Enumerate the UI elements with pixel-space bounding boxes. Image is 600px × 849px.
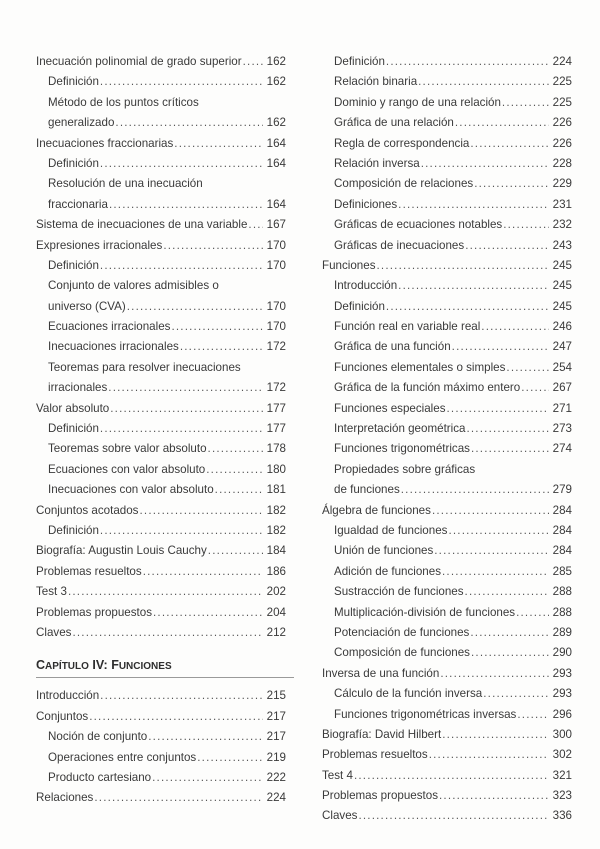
toc-entry-title: Expresiones irracionales	[36, 238, 163, 252]
toc-entry-title: Inecuaciones irracionales	[48, 340, 179, 354]
toc-entry-title: Potenciación de funciones	[334, 625, 470, 639]
toc-entry[interactable]	[322, 256, 572, 276]
dot-leader	[208, 439, 263, 459]
toc-entry[interactable]	[322, 786, 572, 806]
toc-entry-page: 186	[266, 564, 286, 578]
toc-entry-title: Test 3	[36, 585, 67, 599]
toc-entry-page: 170	[266, 258, 286, 272]
toc-entry[interactable]	[36, 541, 286, 561]
dot-leader	[100, 686, 263, 706]
toc-entry-page: 274	[552, 442, 572, 456]
dot-leader	[455, 113, 549, 133]
toc-entry-title: Definiciones	[334, 197, 398, 211]
toc-entry-title: Funciones trigonométricas inversas	[334, 707, 517, 721]
toc-entry-page: 226	[552, 116, 572, 130]
dot-leader	[243, 52, 263, 72]
toc-entry-title: Funciones elementales o simples	[334, 360, 506, 374]
toc-entry-title: Noción de conjunto	[48, 730, 148, 744]
toc-entry[interactable]	[322, 154, 572, 174]
toc-entry-page: 177	[266, 422, 286, 436]
toc-entry[interactable]	[36, 460, 286, 480]
toc-entry[interactable]	[322, 562, 572, 582]
dot-leader	[483, 684, 549, 704]
toc-entry-page: 229	[552, 177, 572, 191]
toc-entry-page: 288	[552, 605, 572, 619]
dot-leader	[466, 419, 549, 439]
toc-right-column	[322, 52, 572, 827]
toc-entry-title: Gráfica de una función	[334, 340, 451, 354]
toc-list-before-chapter	[36, 52, 286, 643]
toc-entry-title-line: Teoremas para resolver inecuaciones	[48, 360, 241, 374]
toc-entry-page: 254	[552, 360, 572, 374]
chapter-name-initial: F	[111, 658, 119, 673]
toc-entry-page: 180	[266, 462, 286, 476]
chapter-name-rest: UNCIONES	[118, 661, 172, 673]
toc-entry-page: 336	[552, 809, 572, 823]
toc-entry-page: 217	[266, 730, 286, 744]
toc-entry[interactable]	[322, 603, 572, 623]
dot-leader	[248, 215, 263, 235]
toc-entry-page: 182	[266, 523, 286, 537]
toc-entry[interactable]	[322, 705, 572, 725]
toc-entry-title: Inecuaciones con valor absoluto	[48, 483, 214, 497]
dot-leader	[100, 154, 263, 174]
toc-entry-title: Composición de funciones	[334, 646, 470, 660]
toc-entry-title: Funciones trigonométricas	[334, 442, 470, 456]
toc-entry[interactable]	[36, 317, 286, 337]
toc-entry-title-line: Conjunto de valores admisibles o	[48, 279, 219, 293]
toc-entry[interactable]	[36, 501, 286, 521]
dot-leader	[152, 768, 263, 788]
dot-leader	[439, 786, 549, 806]
dot-leader	[94, 788, 263, 808]
toc-entry-page: 228	[552, 156, 572, 170]
dot-leader	[421, 154, 549, 174]
toc-entry-page: 226	[552, 136, 572, 150]
toc-entry-page: 284	[552, 503, 572, 517]
dot-leader	[143, 562, 263, 582]
dot-leader	[197, 748, 263, 768]
toc-entry-title: Relación binaria	[334, 75, 418, 89]
toc-entry[interactable]	[36, 768, 286, 788]
toc-entry[interactable]	[322, 623, 572, 643]
toc-entry-title: Sustracción de funciones	[334, 585, 464, 599]
toc-entry-page: 164	[266, 136, 286, 150]
toc-entry[interactable]	[36, 788, 286, 808]
toc-entry-title: Igualdad de funciones	[334, 523, 448, 537]
dot-leader	[465, 582, 549, 602]
toc-entry[interactable]	[36, 623, 286, 643]
toc-entry-title: Álgebra de funciones	[322, 503, 431, 517]
toc-entry-title: Adición de funciones	[334, 564, 441, 578]
dot-leader	[206, 460, 263, 480]
dot-leader	[108, 378, 263, 398]
toc-entry-page: 302	[552, 748, 572, 762]
dot-leader	[386, 52, 549, 72]
toc-entry[interactable]	[322, 684, 572, 704]
toc-entry[interactable]	[36, 480, 286, 500]
toc-entry[interactable]	[322, 643, 572, 663]
toc-entry[interactable]	[36, 399, 286, 419]
toc-entry-page: 323	[552, 789, 572, 803]
toc-entry-title: Funciones	[322, 258, 376, 272]
dot-leader	[72, 623, 263, 643]
toc-entry-title: Función real en variable real	[334, 320, 481, 334]
toc-entry[interactable]	[36, 378, 286, 398]
dot-leader	[110, 399, 263, 419]
toc-entry-title: Regla de correspondencia	[334, 136, 470, 150]
toc-entry-title: Introducción	[36, 689, 100, 703]
toc-entry[interactable]	[322, 439, 572, 459]
toc-entry-title: Inecuaciones fraccionarias	[36, 136, 174, 150]
toc-entry[interactable]	[322, 766, 572, 786]
toc-entry-page: 284	[552, 544, 572, 558]
toc-entry-title: Problemas resueltos	[36, 564, 142, 578]
dot-leader	[506, 358, 549, 378]
toc-entry-page: 290	[552, 646, 572, 660]
dot-leader	[398, 276, 549, 296]
toc-entry-page: 167	[266, 218, 286, 232]
toc-entry[interactable]	[322, 419, 572, 439]
dot-leader	[471, 643, 549, 663]
dot-leader	[465, 236, 549, 256]
toc-entry-page: 243	[552, 238, 572, 252]
toc-entry-title: generalizado	[48, 116, 115, 130]
toc-entry-page: 204	[266, 605, 286, 619]
toc-entry-page: 284	[552, 523, 572, 537]
toc-entry-page: 182	[266, 503, 286, 517]
toc-entry-page: 296	[552, 707, 572, 721]
toc-entry-page: 293	[552, 687, 572, 701]
toc-entry-title: Biografía: Augustin Louis Cauchy	[36, 544, 207, 558]
toc-entry[interactable]	[36, 113, 286, 133]
toc-entry-page: 219	[266, 750, 286, 764]
toc-entry[interactable]	[36, 748, 286, 768]
toc-entry[interactable]	[36, 195, 286, 215]
dot-leader	[447, 399, 550, 419]
toc-entry[interactable]	[322, 52, 572, 72]
toc-entry[interactable]	[322, 806, 572, 826]
toc-entry[interactable]	[322, 113, 572, 133]
dot-leader	[442, 562, 549, 582]
toc-entry-title: Funciones especiales	[334, 401, 446, 415]
toc-entry[interactable]	[322, 195, 572, 215]
toc-entry-page: 245	[552, 258, 572, 272]
toc-entry-title: Definición	[48, 422, 99, 436]
toc-entry-page: 202	[266, 585, 286, 599]
dot-leader	[100, 419, 263, 439]
toc-entry-page: 162	[266, 55, 286, 68]
toc-entry-title: Ecuaciones irracionales	[48, 320, 171, 334]
toc-entry-page: 285	[552, 564, 572, 578]
toc-entry-page: 170	[266, 299, 286, 313]
dot-leader	[100, 521, 263, 541]
dot-leader	[440, 664, 549, 684]
toc-entry-title: Test 4	[322, 768, 353, 782]
dot-leader	[215, 480, 263, 500]
toc-entry-page: 273	[552, 422, 572, 436]
toc-entry-title: Composición de relaciones	[334, 177, 474, 191]
toc-entry-title: Definición	[48, 523, 99, 537]
toc-entry[interactable]	[36, 52, 286, 72]
dot-leader	[377, 256, 550, 276]
toc-entry[interactable]	[36, 337, 286, 357]
toc-list	[322, 52, 572, 827]
toc-entry-title: Gráficas de inecuaciones	[334, 238, 465, 252]
toc-entry-title: Problemas resueltos	[322, 748, 428, 762]
dot-leader	[418, 72, 549, 92]
toc-entry-title: Cálculo de la función inversa	[334, 687, 483, 701]
toc-entry-title: irracionales	[48, 381, 108, 395]
toc-entry-page: 212	[266, 625, 286, 639]
toc-entry-page: 293	[552, 666, 572, 680]
toc-entry[interactable]	[322, 399, 572, 419]
chapter-numeral: IV:	[92, 658, 108, 673]
toc-entry-title-line: Método de los puntos críticos	[48, 95, 199, 109]
toc-entry[interactable]	[322, 215, 572, 235]
toc-entry-title: Introducción	[334, 279, 398, 293]
toc-entry-page: 177	[266, 401, 286, 415]
toc-entry-title: Inversa de una función	[322, 666, 440, 680]
toc-entry-title: Interpretación geométrica	[334, 422, 466, 436]
dot-leader	[109, 195, 263, 215]
toc-entry-page: 172	[266, 381, 286, 395]
dot-leader	[470, 134, 549, 154]
chapter-prefix-rest: APÍTULO	[45, 661, 89, 673]
dot-leader	[153, 603, 263, 623]
toc-entry[interactable]	[36, 562, 286, 582]
toc-entry-title: Teoremas sobre valor absoluto	[48, 442, 207, 456]
dot-leader	[89, 707, 263, 727]
toc-entry-title: fraccionaria	[48, 197, 108, 211]
toc-entry[interactable]	[322, 297, 572, 317]
toc-entry-title: Conjuntos	[36, 709, 89, 723]
chapter-heading	[36, 655, 294, 678]
toc-entry-page: 170	[266, 238, 286, 252]
toc-entry-page: 184	[266, 544, 286, 558]
dot-leader	[452, 337, 549, 357]
dot-leader	[521, 378, 549, 398]
dot-leader	[448, 521, 549, 541]
toc-entry[interactable]	[322, 93, 572, 113]
dot-leader	[386, 297, 549, 317]
toc-entry[interactable]	[36, 256, 286, 276]
toc-entry-page: 164	[266, 156, 286, 170]
toc-entry[interactable]	[36, 707, 286, 727]
dot-leader	[429, 745, 549, 765]
dot-leader	[358, 806, 549, 826]
toc-entry-page: 232	[552, 218, 572, 232]
toc-entry-title: Claves	[322, 809, 358, 823]
toc-entry-page: 224	[552, 55, 572, 68]
toc-entry-page: 172	[266, 340, 286, 354]
toc-entry-title: Multiplicación-división de funciones	[334, 605, 516, 619]
toc-entry-title: Biografía: David Hilbert	[322, 727, 442, 741]
toc-list-after-chapter	[36, 686, 286, 808]
dot-leader	[68, 582, 263, 602]
toc-left-column	[36, 52, 286, 809]
dot-leader	[517, 705, 549, 725]
toc-entry[interactable]	[322, 317, 572, 337]
dot-leader	[139, 501, 263, 521]
chapter-prefix-initial: C	[36, 658, 46, 673]
toc-entry[interactable]	[322, 501, 572, 521]
toc-entry-page: 289	[552, 625, 572, 639]
dot-leader	[516, 603, 549, 623]
toc-entry-title: Operaciones entre conjuntos	[48, 750, 197, 764]
dot-leader	[354, 766, 549, 786]
toc-entry-title: Valor absoluto	[36, 401, 110, 415]
toc-entry[interactable]	[322, 582, 572, 602]
toc-entry-page: 279	[552, 483, 572, 497]
toc-entry-page: 222	[266, 770, 286, 784]
toc-entry[interactable]	[322, 664, 572, 684]
dot-leader	[471, 439, 549, 459]
toc-entry-title: Claves	[36, 625, 72, 639]
toc-entry[interactable]	[322, 134, 572, 154]
toc-entry-title: Definición	[334, 299, 385, 313]
dot-leader	[434, 541, 549, 561]
toc-entry-title: de funciones	[334, 483, 400, 497]
toc-entry-page: 246	[552, 320, 572, 334]
toc-entry-page: 215	[266, 689, 286, 703]
toc-entry-page: 247	[552, 340, 572, 354]
dot-leader	[474, 174, 549, 194]
dot-leader	[398, 195, 549, 215]
toc-entry[interactable]	[36, 134, 286, 154]
dot-leader	[174, 134, 263, 154]
dot-leader	[163, 236, 263, 256]
toc-entry[interactable]	[322, 276, 572, 296]
dot-leader	[502, 93, 549, 113]
toc-entry-page: 162	[266, 116, 286, 130]
toc-entry[interactable]	[36, 686, 286, 706]
toc-entry[interactable]	[36, 215, 286, 235]
toc-entry-title: Definición	[334, 55, 385, 68]
toc-entry[interactable]	[36, 439, 286, 459]
toc-entry-title: Sistema de inecuaciones de una variable	[36, 218, 248, 232]
toc-entry-page: 170	[266, 320, 286, 334]
dot-leader	[208, 541, 263, 561]
toc-entry[interactable]	[36, 72, 286, 92]
toc-entry-page: 321	[552, 768, 572, 782]
toc-entry[interactable]	[36, 419, 286, 439]
toc-entry[interactable]	[322, 745, 572, 765]
toc-entry-title: Definición	[48, 156, 99, 170]
dot-leader	[115, 113, 263, 133]
toc-entry-page: 300	[552, 727, 572, 741]
toc-entry-page: 162	[266, 75, 286, 89]
toc-entry-page: 225	[552, 95, 572, 109]
toc-entry[interactable]	[36, 154, 286, 174]
toc-entry-page: 288	[552, 585, 572, 599]
dot-leader	[470, 623, 549, 643]
toc-entry-title: Inecuación polinomial de grado superior	[36, 55, 242, 68]
toc-entry-title: Definición	[48, 75, 99, 89]
dot-leader	[401, 480, 549, 500]
toc-entry[interactable]	[36, 297, 286, 317]
toc-entry-title-line: Resolución de una inecuación	[48, 177, 203, 191]
toc-entry-title: universo (CVA)	[48, 299, 126, 313]
dot-leader	[100, 72, 263, 92]
toc-entry[interactable]	[322, 541, 572, 561]
toc-entry-title: Definición	[48, 258, 99, 272]
toc-entry[interactable]	[322, 72, 572, 92]
toc-entry-title: Problemas propuestos	[322, 789, 438, 803]
dot-leader	[180, 337, 263, 357]
toc-entry-title: Ecuaciones con valor absoluto	[48, 462, 206, 476]
toc-entry-title: Problemas propuestos	[36, 605, 152, 619]
toc-entry[interactable]	[322, 480, 572, 500]
toc-entry-page: 245	[552, 299, 572, 313]
toc-entry-title: Relaciones	[36, 791, 94, 805]
dot-leader	[100, 256, 263, 276]
toc-entry[interactable]	[322, 174, 572, 194]
dot-leader	[432, 501, 549, 521]
toc-entry[interactable]	[322, 521, 572, 541]
toc-entry[interactable]	[322, 236, 572, 256]
dot-leader	[481, 317, 549, 337]
toc-entry-page: 245	[552, 279, 572, 293]
dot-leader	[171, 317, 263, 337]
toc-entry-page: 225	[552, 75, 572, 89]
toc-entry-page: 267	[552, 381, 572, 395]
toc-entry-page: 231	[552, 197, 572, 211]
toc-entry[interactable]	[36, 236, 286, 256]
dot-leader	[127, 297, 263, 317]
toc-entry-title: Producto cartesiano	[48, 770, 152, 784]
toc-entry[interactable]	[36, 603, 286, 623]
toc-entry-page: 164	[266, 197, 286, 211]
toc-entry-title: Gráfica de una relación	[334, 116, 454, 130]
toc-entry[interactable]	[322, 378, 572, 398]
toc-entry-title-line: Propiedades sobre gráficas	[334, 462, 476, 476]
toc-entry-title: Gráfica de la función máximo entero	[334, 381, 521, 395]
toc-entry-page: 217	[266, 709, 286, 723]
toc-entry-page: 271	[552, 401, 572, 415]
toc-entry-page: 224	[266, 791, 286, 805]
dot-leader	[442, 725, 549, 745]
toc-entry[interactable]	[36, 521, 286, 541]
toc-entry[interactable]	[322, 725, 572, 745]
toc-entry-title: Dominio y rango de una relación	[334, 95, 501, 109]
toc-entry[interactable]	[322, 358, 572, 378]
toc-entry-title: Gráficas de ecuaciones notables	[334, 218, 503, 232]
toc-entry-page: 178	[266, 442, 286, 456]
toc-entry[interactable]	[322, 337, 572, 357]
toc-entry[interactable]	[36, 727, 286, 747]
toc-entry-page: 181	[266, 483, 286, 497]
dot-leader	[503, 215, 549, 235]
toc-entry-title: Conjuntos acotados	[36, 503, 139, 517]
toc-entry[interactable]	[36, 582, 286, 602]
toc-entry-title: Relación inversa	[334, 156, 420, 170]
dot-leader	[148, 727, 263, 747]
toc-entry-title: Unión de funciones	[334, 544, 434, 558]
